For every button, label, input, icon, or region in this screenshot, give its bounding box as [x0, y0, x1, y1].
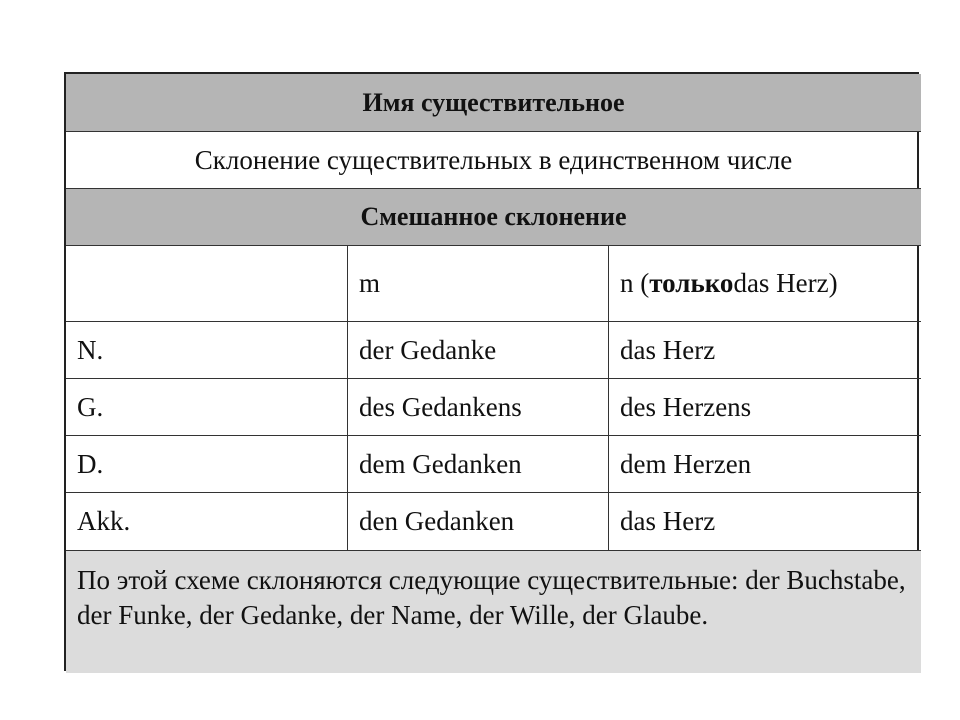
neuter-form: dem Herzen	[609, 436, 921, 493]
table-subtitle: Склонение существительных в единственном числе	[66, 132, 921, 189]
header-cell-neuter	[609, 246, 921, 322]
masculine-form: den Gedanken	[348, 493, 609, 551]
declension-table	[64, 72, 919, 671]
neuter-form: des Herzens	[609, 379, 921, 436]
header-cell-empty	[66, 246, 348, 322]
case-label: D.	[66, 436, 348, 493]
case-label: Akk.	[66, 493, 348, 551]
masculine-form: des Gedankens	[348, 379, 609, 436]
case-label: N.	[66, 322, 348, 379]
masculine-form: dem Gedanken	[348, 436, 609, 493]
case-label: G.	[66, 379, 348, 436]
header-neuter-prefix: n (	[620, 268, 650, 299]
section-title: Смешанное склонение	[66, 189, 921, 246]
table-title: Имя существительное	[66, 74, 921, 132]
neuter-form: das Herz	[609, 322, 921, 379]
header-neuter-bold: только	[649, 268, 734, 299]
neuter-form: das Herz	[609, 493, 921, 551]
header-neuter-suffix: das Herz)	[733, 268, 838, 299]
header-cell-masculine: m	[348, 246, 609, 322]
masculine-form: der Gedanke	[348, 322, 609, 379]
declension-note: По этой схеме склоняются следующие существительные: der Buchstabe, der Funke, der Gedanke, der Name, der Wille, der Glaube.	[66, 551, 921, 673]
